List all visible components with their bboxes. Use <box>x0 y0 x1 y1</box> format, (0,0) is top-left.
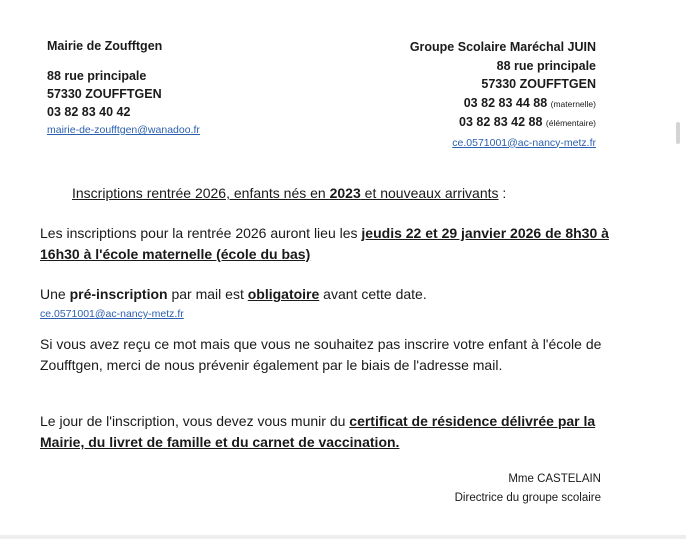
para4-text: Le jour de l'inscription, vous devez vous munir du <box>40 413 350 429</box>
para2-t3: avant cette date. <box>319 286 427 302</box>
para4-highlight: certificat de résidence délivrée par la Mairie, du livret de famille et du carnet de vaccination. <box>40 413 596 450</box>
mairie-city: 57330 ZOUFFTGEN <box>47 87 162 101</box>
school-street: 88 rue principale <box>496 58 596 73</box>
para2-bold-preinscription: pré-inscription <box>69 286 168 302</box>
scan-artifact-top <box>50 0 320 5</box>
letter-title <box>72 184 506 202</box>
school-email-link[interactable]: ce.0571001@ac-nancy-metz.fr <box>452 136 596 149</box>
school-city: 57330 ZOUFFTGEN <box>481 77 596 91</box>
paragraph-preinscription <box>40 284 640 321</box>
scan-artifact-edge <box>676 122 680 144</box>
school-name: Groupe Scolaire Maréchal JUIN <box>409 40 596 54</box>
school-address-block <box>410 38 596 152</box>
para2-bold-obligatoire: obligatoire <box>247 286 320 302</box>
para2-t1: Une <box>40 286 70 302</box>
phone-maternelle-number: 03 82 83 44 88 <box>463 95 548 110</box>
phone-elementaire-note: (élémentaire) <box>545 118 596 128</box>
para1-text: Les inscriptions pour la rentrée 2026 auront lieu les <box>40 225 362 241</box>
title-underlined <box>72 185 499 201</box>
para1-highlight: jeudis 22 et 29 janvier 2026 de 8h30 à 16h30 à l'école maternelle (école du bas) <box>40 225 609 262</box>
phone-maternelle-note: (maternelle) <box>550 98 596 109</box>
mairie-name: Mairie de Zoufftgen <box>47 39 163 53</box>
school-phone-elementaire <box>410 113 596 133</box>
scan-artifact-bottom <box>0 535 686 539</box>
para2-line <box>40 284 640 305</box>
title-part2: et nouveaux arrivants <box>360 185 499 201</box>
paragraph-notice: Si vous avez reçu ce mot mais que vous ne souhaitez pas inscrire votre enfant à l'école de Zoufftgen, merci de nous prévenir également par le biais de l'adresse mail. <box>40 336 602 373</box>
phone-elementaire-number: 03 82 83 42 88 <box>459 115 543 129</box>
title-year: 2023 <box>329 185 361 201</box>
paragraph-documents <box>40 411 600 453</box>
school-phone-maternelle <box>410 94 596 114</box>
mairie-phone: 03 82 83 40 42 <box>47 105 131 119</box>
title-part1: Inscriptions rentrée 2026, enfants nés en <box>72 185 330 201</box>
paragraph-dates <box>40 223 640 265</box>
mairie-address-block <box>47 38 200 138</box>
mairie-email-link[interactable]: mairie-de-zoufftgen@wanadoo.fr <box>47 124 200 136</box>
signature-block <box>455 470 601 508</box>
title-colon: : <box>498 185 507 201</box>
signature-role: Directrice du groupe scolaire <box>454 492 601 504</box>
mairie-street: 88 rue principale <box>47 69 147 83</box>
signature-name: Mme CASTELAIN <box>508 473 601 485</box>
para2-t2: par mail est <box>167 286 248 302</box>
para2-email-link[interactable]: ce.0571001@ac-nancy-metz.fr <box>40 308 184 320</box>
